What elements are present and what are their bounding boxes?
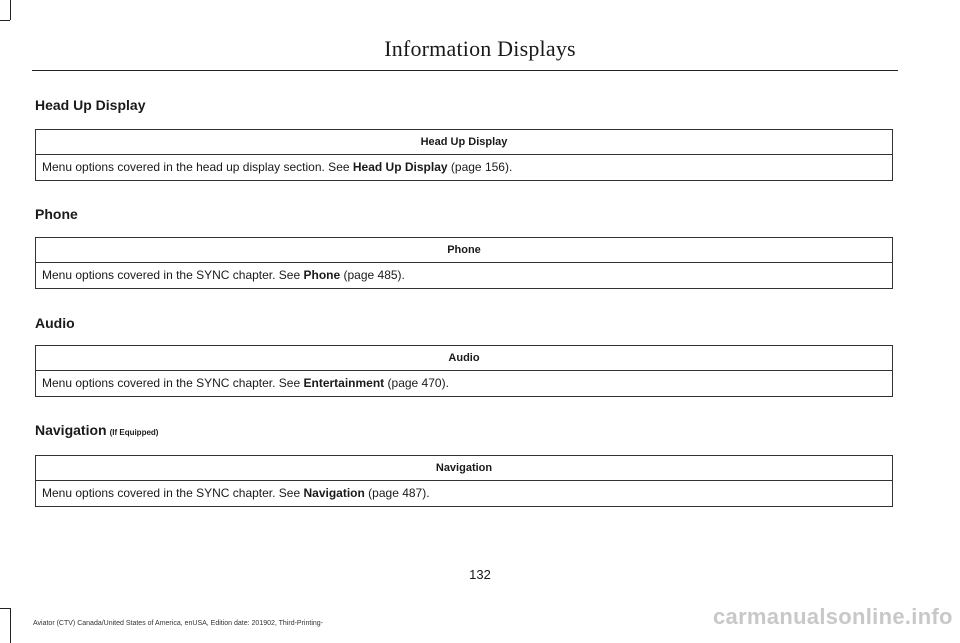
table-header: Phone xyxy=(36,238,892,263)
section-heading-qualifier: (If Equipped) xyxy=(109,428,159,437)
section-heading-audio xyxy=(35,315,75,331)
cross-reference-link[interactable]: Head Up Display xyxy=(352,160,448,174)
cross-reference-link[interactable]: Navigation xyxy=(303,486,365,500)
crop-mark-bottom-left-vertical xyxy=(10,608,11,643)
section-heading-head-up-display xyxy=(35,97,145,113)
cross-reference-link[interactable]: Phone xyxy=(303,268,341,282)
row-text: Menu options covered in the SYNC chapter. See xyxy=(42,268,304,282)
edition-footer: Aviator (CTV) Canada/United States of America, enUSA, Edition date: 201902, Third-Printing- xyxy=(33,620,324,627)
row-text: Menu options covered in the SYNC chapter. See xyxy=(42,486,304,500)
crop-mark-top-left-vertical xyxy=(10,0,11,20)
table-phone xyxy=(35,237,893,289)
row-page-ref: (page 156). xyxy=(447,160,513,174)
row-text: Menu options covered in the SYNC chapter. See xyxy=(42,376,304,390)
cross-reference-link[interactable]: Entertainment xyxy=(303,376,385,390)
section-heading-text: Head Up Display xyxy=(35,97,146,113)
watermark: carmanualsonline.info xyxy=(713,604,953,629)
header-divider xyxy=(32,70,898,71)
table-row xyxy=(36,263,892,288)
table-row xyxy=(36,371,892,396)
section-heading-text: Audio xyxy=(35,315,75,331)
section-heading-text: Phone xyxy=(35,206,78,222)
table-row xyxy=(36,481,892,506)
row-page-ref: (page 470). xyxy=(384,376,449,390)
crop-mark-bottom-left-horizontal xyxy=(0,608,10,609)
table-row xyxy=(36,155,892,180)
crop-mark-top-left-horizontal xyxy=(0,20,10,21)
row-text: Menu options covered in the head up display section. See xyxy=(42,160,353,174)
section-heading-navigation xyxy=(35,422,158,438)
table-navigation xyxy=(35,455,893,507)
table-header: Navigation xyxy=(36,456,892,481)
row-page-ref: (page 487). xyxy=(364,486,430,500)
section-heading-phone xyxy=(35,206,78,222)
table-header: Audio xyxy=(36,346,892,371)
table-head-up-display xyxy=(35,129,893,181)
row-page-ref: (page 485). xyxy=(340,268,405,282)
page-number: 132 xyxy=(469,567,491,582)
page-title: Information Displays xyxy=(384,36,576,61)
section-heading-text: Navigation xyxy=(35,422,107,438)
table-audio xyxy=(35,345,893,397)
table-header: Head Up Display xyxy=(36,130,892,155)
